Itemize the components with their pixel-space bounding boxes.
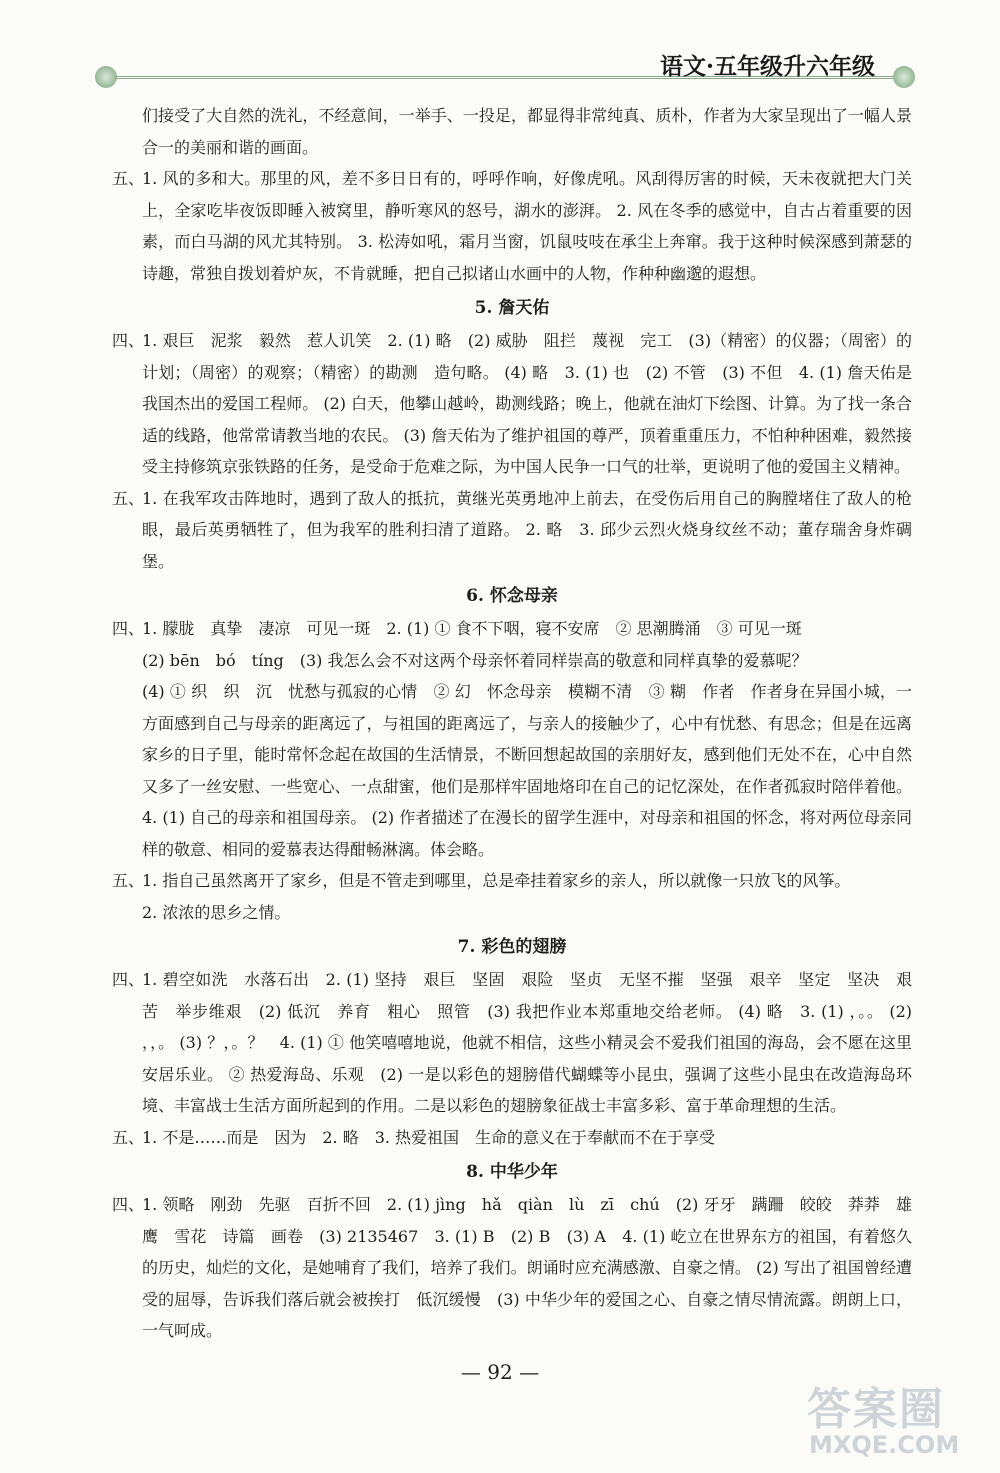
item-text: 1. 在我军攻击阵地时，遇到了敌人的抵抗，黄继光英勇地冲上前去，在受伤后用自己的胸膛堵住了敌人的枪眼，最后英勇牺牲了，但为我军的胜利扫清了道路。 2. 略 3. 邱少云烈火烧身纹丝不动；董存瑞舍身炸碉堡。 [142,488,912,571]
item-text: 1. 指自己虽然离开了家乡，但是不管走到哪里，总是牵挂着家乡的亲人，所以就像一只放飞的风筝。 [142,871,851,890]
watermark-url: MXQE.COM [809,1431,960,1459]
header-title: 语文·五年级升六年级 [659,53,875,80]
ornament-left-icon [95,66,117,88]
item-text: 1. 不是……而是 因为 2. 略 3. 热爱祖国 生命的意义在于奉献而不在于享受 [142,1127,716,1147]
item-text: 1. 风的多和大。那里的风，差不多日日有的，呼呼作响，好像虎吼。风刮得厉害的时候，天未夜就把大门关上，全家吃毕夜饭即睡入被窝里，静听寒风的怒号，湖水的澎湃。 2. 风在冬季的感觉中，自古占着重要的因素，而白马湖的风尤其特别。 3. 松涛如吼，霜月当窗，饥鼠吱吱在承尘上奔窜。我于这种时候深感到萧瑟的诗趣，常独自拨划着炉灰，不肯就睡，把自己拟诸山水画中的人物，作种种幽邈的遐想。 [142,169,912,283]
answer-item [112,483,912,578]
paragraph: 们接受了大自然的洗礼，不经意间，一举手、一投足，都显得非常纯真、质朴，作者为大家呈现出了一幅人景合一的美丽和谐的画面。 [142,106,912,157]
watermark-logo [807,1373,982,1463]
page-number: — 92 — [460,1360,540,1384]
item-text: 1. 碧空如洗 水落石出 2. (1) 坚持 艰巨 坚固 艰险 坚贞 无坚不摧 坚强 艰辛 坚定 坚决 艰苦 举步维艰 (2) 低沉 养育 粗心 照管 (3) 我把作业本郑重地交给老师。 (4) 略 3. (1) ，。。 (2) ，，。 (3) ？，。？ 4. (1) ① 他笑嘻嘻地说，他就不相信，这些小精灵会不爱我们祖国的海岛，会不愿在这里安居乐业。 ② 热爱海岛、乐观 (2) 一是以彩色的翅膀借代蝴蝶等小昆虫，强调了这些小昆虫在改造海岛环境、丰富战士生活方面所起到的作用。二是以彩色的翅膀象征战士丰富多彩、富于革命理想的生活。 [142,970,912,1115]
ornament-right-icon [893,66,915,88]
answer-item [112,1189,912,1347]
item-marker: 五、 [112,1127,145,1147]
item-marker: 五、 [112,169,145,188]
item-marker: 五、 [112,871,145,890]
answer-content [112,100,912,1347]
item-marker: 四、 [112,331,145,350]
watermark-text: 答案圈 [807,1384,945,1435]
item-text: 1. 领略 刚劲 先驱 百折不回 2. (1) jìng hǎ qiàn lù zī chú (2) 牙牙 蹒跚 皎皎 莽莽 雄鹰 雪花 诗篇 画卷 (3) 2135467 3. (1) B (2) B (3) A 4. (1) 屹立在世界东方的祖国，有着悠久的历史，灿烂的文化，是她哺育了我们，培养了我们。朗诵时应充满感激、自豪之情。 (2) 写出了祖国曾经遭受的屈辱，告诉我们落后就会被挨打 低沉缓慢 (3) 中华少年的爱国之心、自豪之情尽情流露。朗朗上口，一气呵成。 [142,1195,912,1340]
paragraph: 2. 浓浓的思乡之情。 [142,902,291,922]
answer-item [112,964,912,1122]
item-marker: 四、 [112,619,145,638]
paragraph: (4) ① 织 织 沉 忧愁与孤寂的心情 ② 幻 怀念母亲 模糊不清 ③ 糊 作者 作者身在异国小城，一方面感到自己与母亲的距离远了，与祖国的距离远了，与亲人的接触少了，心中有忧愁、有思念；但是在远离家乡的日子里，能时常怀念起在故国的生活情景，不断回想起故国的亲朋好友，感到他们无处不在，心中自然又多了一丝安慰、一些宽心、一点甜蜜，他们是那样牢固地烙印在自己的记忆深处，在作者孤寂时陪伴着他。 4. (1) 自己的母亲和祖国母亲。 (2) 作者描述了在漫长的留学生涯中，对母亲和祖国的怀念，将对两位母亲同样的敬意、相同的爱慕表达得酣畅淋漓。体会略。 [142,682,912,859]
section-title: 5. 詹天佑 [474,298,550,318]
answer-item [112,1122,912,1154]
answer-item [112,613,912,645]
item-text: 1. 朦胧 真挚 凄凉 可见一斑 2. (1) ① 食不下咽，寝不安席 ② 思潮腾涌 ③ 可见一斑 [142,619,802,638]
item-text: 1. 艰巨 泥浆 毅然 惹人讥笑 2. (1) 略 (2) 威胁 阻拦 蔑视 完工 (3)（精密）的仪器；（周密）的计划；（周密）的观察；（精密）的勘测 造句略。 (4) 略 3. (1) 也 (2) 不管 (3) 不但 4. (1) 詹天佑是我国杰出的爱国工程师。 (2) 白天，他攀山越岭，勘测线路；晚上，他就在油灯下绘图、计算。为了找一条合适的线路，他常常请教当地的农民。 (3) 詹天佑为了维护祖国的尊严，顶着重重压力，不怕种种困难，毅然接受主持修筑京张铁路的任务，是受命于危难之际，为中国人民争一口气的壮举，更说明了他的爱国主义精神。 [142,331,912,476]
answer-item [112,163,912,289]
section-title: 6. 怀念母亲 [466,586,558,606]
item-marker: 五、 [112,488,145,508]
answer-item [112,325,912,483]
page-header [95,40,915,90]
item-marker: 四、 [112,970,145,989]
section-title: 8. 中华少年 [466,1162,558,1182]
section-title: 7. 彩色的翅膀 [457,937,567,957]
paragraph: (2) bēn bó tíng (3) 我怎么会不对这两个母亲怀着同样崇高的敬意和同样真挚的爱慕呢？ [142,650,808,670]
answer-item [112,865,912,897]
item-marker: 四、 [112,1195,145,1214]
